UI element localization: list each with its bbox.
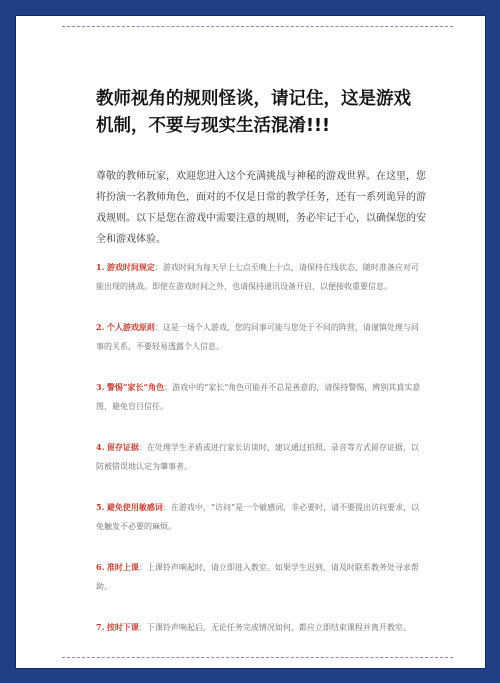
bottom-dashed-rule [62, 657, 453, 658]
rule-number: 3. [96, 382, 105, 392]
rules-list [96, 258, 426, 659]
rule-name: 游戏时间规定 [106, 262, 155, 272]
document-title: 教师视角的规则怪谈，请记住，这是游戏机制，不要与现实生活混淆!!! [96, 89, 411, 136]
rule-number: 6. [96, 562, 105, 572]
rule-text: ：上课铃声响起时，请立即进入教室。如果学生迟到，请及时联系教务处寻求帮助。 [96, 563, 419, 591]
rule-name: 准时上课 [106, 562, 139, 572]
rule-number: 4. [96, 442, 105, 452]
document-page [15, 15, 486, 669]
rule-number: 2. [96, 322, 105, 332]
top-dashed-rule [62, 26, 453, 27]
rule-text: ：这是一场个人游戏，您的同事可能与您处于不同的阵营，请谨慎处理与同事的关系，不要轻易透露个人信息。 [96, 323, 419, 351]
rule-item-7 [96, 618, 426, 637]
rule-item-4 [96, 438, 426, 476]
rule-item-3 [96, 378, 426, 416]
rule-number: 1. [96, 262, 105, 272]
rule-item-5 [96, 498, 426, 536]
rule-number: 5. [96, 502, 105, 512]
rule-text: ：在游戏中，“访问”是一个敏感词，非必要时，请不要提出访问要求，以免触发不必要的麻烦。 [96, 503, 420, 531]
rule-item-1 [96, 258, 426, 296]
rule-name: 个人游戏原则 [106, 322, 155, 332]
rule-item-6 [96, 558, 426, 596]
rule-name: 按时下课 [106, 622, 139, 632]
rule-number: 7. [96, 622, 105, 632]
rule-text: ：下课铃声响起后，无论任务完成情况如何，都应立即结束课程并离开教室。 [138, 623, 411, 632]
rule-text: ：游戏中的“家长”角色可能并不总是善意的，请保持警惕，辨别其真实意图，避免盲目信任。 [96, 383, 421, 411]
rule-name: 避免使用敏感词 [106, 502, 163, 512]
rule-text: ：在处理学生矛盾或进行家长访谈时，建议通过拍照、录音等方式留存证据，以防被错误地认定为肇事者。 [96, 443, 419, 471]
rule-name: 警惕“家长”角色 [106, 382, 165, 392]
intro-paragraph: 尊敬的教师玩家，欢迎您进入这个充满挑战与神秘的游戏世界。在这里，您将扮演一名教师角色，面对的不仅是日常的教学任务，还有一系列诡异的游戏规则。以下是您在游戏中需要注意的规则，务必牢记于心，以确保您的安全和游戏体验。 [96, 171, 426, 245]
rule-item-2 [96, 318, 426, 356]
rule-text: ：游戏时间为每天早上七点至晚上十点，请保持在线状态，随时准备应对可能出现的挑战。即使在游戏时间之外，也请保持通讯设备开启，以便接收重要信息。 [96, 263, 419, 291]
rule-name: 留存证据 [106, 442, 139, 452]
